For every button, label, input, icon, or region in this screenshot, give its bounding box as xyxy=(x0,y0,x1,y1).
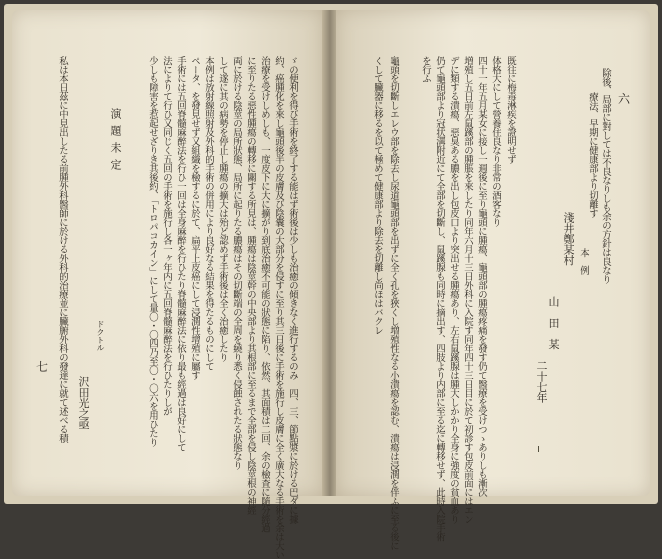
left-page-number: 七 xyxy=(36,360,49,374)
body-line: 両に於ける陰莖の局所狀態、局所に起りたる膿瘍はその切斷端の全周を繞り悉く侵蝕されたる狀態なり xyxy=(231,56,242,470)
closing-line: 私は本日茲に中見出したる前腫外科醫師に於ける外科的治療並に臟腑外科の發達に就て述べる積 xyxy=(57,56,68,443)
right-page-number: 六 xyxy=(618,92,631,106)
body-line: 治療を受けしめしも、一度皮下に大に擴がり到底治癒不可能の狀態に陷り、依然、其面積は二回、余の檢査に隨分經過 xyxy=(259,56,270,533)
body-line: 少しも障害を惹起せざりき其後約、「トロパコカイン」にして量〇・〇四乃至〇・〇六を用ひたり xyxy=(147,56,158,447)
body-line: 法によりて行ひ又同じく五回の手術を施行し各一ヶ年内に五回脊髓麻醉法を行ひたりしが xyxy=(161,56,172,416)
body-line: 体格大にして營養住良なり非常の酒客なり xyxy=(490,56,501,227)
body-line: 既往に梅毒淋疾を證明せず xyxy=(505,56,516,164)
body-line: 本例は放射線照射及外科的手術の併用により良好なる結果を得たるものにして xyxy=(203,56,214,371)
body-line: くして臟器に移るを以て極めて健康部より除去を切離し尚ほはバクレ xyxy=(372,56,383,335)
patient-name: 淺井鄭某村 xyxy=(562,212,575,266)
body-line: ゞの便利を得び手術を終了する能はず術後は少しも治癒の傾きなく進行するのみ 四、三、節點漿に於ける巴ダに據 xyxy=(287,56,298,524)
heading-line: 除後、局部に對しては不良なりしも余の方針は良なり xyxy=(600,68,611,284)
book-spread xyxy=(4,4,658,559)
body-line: デに類する潰瘍、惡臭ある膿を出し包皮口より突出せる腫瘍あり、左右鼠蹊腺は腫大しかかり全身に強度の貧血あり xyxy=(448,56,459,524)
body-line: 増殖し五日前左鼠蹊部の腫脹を來したり同年六月十三日外科に入院す同年四十三日目に於て初診す包皮前面にはエン xyxy=(462,56,473,524)
hospital-name: 山 田 某 xyxy=(547,296,560,350)
body-line: 四十一年五月某女に接し一週後に至り龜頭に腫瘍、龜頭部の腫瘍疼痛を發す仍て醫療を受けつゝありしも漸次 xyxy=(476,56,487,497)
body-line: 龜頭を切斷しエレウ部を除去し尿道龜頭部を出ずに全く孔を狹くし増殖性なる小潰瘍を認む、潰瘍は浸潤を伴ふに至る後に xyxy=(388,56,399,551)
separator-dash xyxy=(538,446,539,452)
author-title: ドクトル xyxy=(96,320,106,352)
body-line: 約、癌腫化を來し龜頭後半の皮膚及び陰囊の大部分を侵すに至り其三日後に手術を施行し皮膚に全く廣大なる手術を余は大い xyxy=(273,56,284,559)
case-label: 本 例 xyxy=(578,248,589,275)
heading-line: 療法、早期に健康部より切離す xyxy=(587,92,598,218)
body-line: 仍て龜頭部より冠状溝附近にて全部を切斷し、鼠蹊腺も同時に摘出す、四肢より内部に至る迄に轉移せず、此時入院手術 xyxy=(434,56,445,542)
author-name: 沢田光之亟 xyxy=(77,376,90,430)
lecture-title: 演題未定 xyxy=(109,108,122,176)
body-line: 手術には五回脊髓麻醉法を行ひ一回は全身麻醉を行ひたり脊髓麻醉法に依り最も經過は良好にして xyxy=(175,56,186,452)
body-line: ペータ、を發見せず又組織を檢するに於て、扁平上皮癌にして浸潤性增殖に屬す xyxy=(189,56,200,380)
patient-age: 二十七年 xyxy=(535,360,548,403)
body-line: して遂に其の病勢を停止し腫瘍の擴大は殆ど認めず手術後は全く治癒したり xyxy=(217,56,228,362)
body-line: に至りたる惡性腫瘍の轉移に關する所見は、腫瘍は陰莖幹の中央部より其根部に至るまで全部を侵し陰莖根の神經 xyxy=(245,56,256,515)
body-line: を行ふ xyxy=(420,56,431,83)
